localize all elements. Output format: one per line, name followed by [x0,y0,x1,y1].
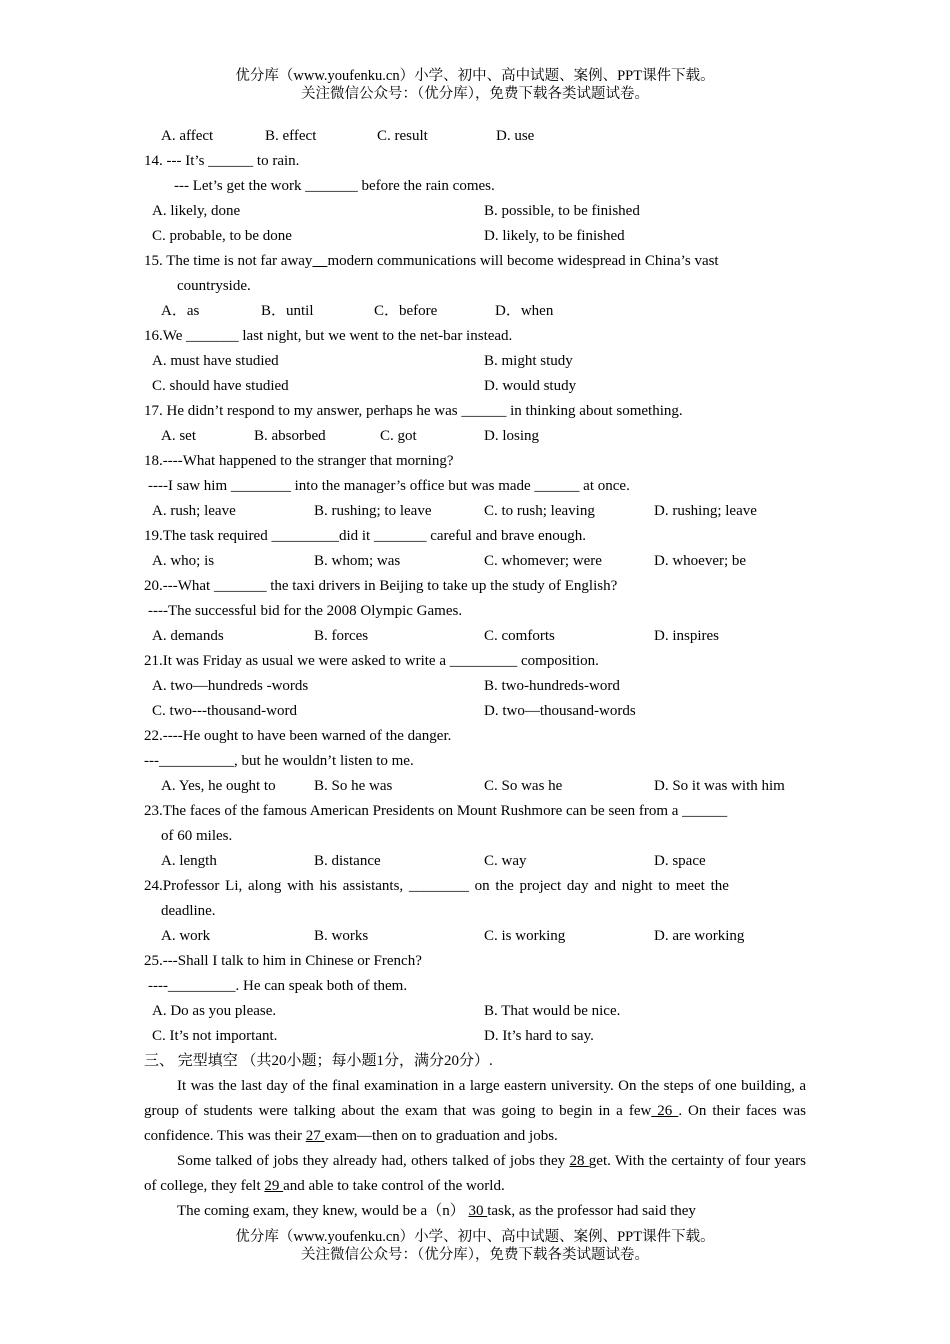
q25-stem: 25.---Shall I talk to him in Chinese or French? [144,953,422,969]
q20-option-c: C. comforts [484,628,555,644]
passage-p1-text-b: . On their faces was confidence. This was their [144,1103,806,1144]
q19-options [144,549,806,574]
q16-stem: 16.We _______ last night, but we went to the net-bar instead. [144,328,513,344]
passage-p2-text-a: Some talked of jobs they already had, others talked of jobs they [177,1153,570,1169]
q18-stem: 18.----What happened to the stranger that morning? [144,453,454,469]
q13-option-c: C. result [377,128,428,144]
blank-26: 26 [651,1103,679,1119]
q14-stem-2: --- Let’s get the work _______ before the rain comes. [174,178,495,194]
q22-option-b: B. So he was [314,778,393,794]
q22-stem: 22.----He ought to have been warned of the danger. [144,728,452,744]
q23-option-a: A. length [161,853,217,869]
q19-option-c: C. whomever; were [484,553,602,569]
q15-option-c: C．before [374,303,438,319]
passage-paragraph-1 [144,1074,806,1149]
q18-options [144,499,806,524]
q25-stem-2: ----_________. He can speak both of them. [148,978,408,994]
q22-options [144,774,806,799]
passage-p2-text-b: get. With the certainty of four years of college, they felt [144,1153,806,1194]
header-line-2: 关注微信公众号：（优分库），免费下载各类试题试卷。 [301,86,649,102]
q24-stem-2: deadline. [161,903,216,919]
q23-option-d: D. space [654,853,706,869]
q15-blank [312,253,327,269]
q15-option-d: D．when [495,303,554,319]
q25-option-a: A. Do as you please. [152,1003,277,1019]
q15-option-a: A．as [161,303,200,319]
q16-options-row2 [144,374,806,399]
section-3-title: 三、 完型填空 （共20小题；每小题1分，满分20分）. [144,1053,493,1069]
q14-option-c: C. probable, to be done [152,228,292,244]
q21-option-a: A. two—hundreds -words [152,678,309,694]
q24-stem: 24.Professor Li, along with his assistants, ________ on the project day and night to meet the [144,878,729,894]
q17-option-a: A. set [161,428,196,444]
q17-stem: 17. He didn’t respond to my answer, perhaps he was ______ in thinking about something. [144,403,683,419]
passage-p3-text-b: task, as the professor had said they [487,1203,696,1219]
passage-p2-text-c: and able to take control of the world. [283,1178,505,1194]
q13-option-b: B. effect [265,128,317,144]
q14-options-row2 [144,224,806,249]
q21-option-b: B. two-hundreds-word [484,678,620,694]
page-footer [0,1228,950,1264]
q18-option-c: C. to rush; leaving [484,503,595,519]
q16-option-b: B. might study [484,353,573,369]
blank-28: 28 [569,1153,589,1169]
q13-options [144,124,806,149]
passage-p3-text-a: The coming exam, they knew, would be a（n） [177,1203,469,1219]
q14-options-row1 [144,199,806,224]
q24-option-d: D. are working [654,928,745,944]
q15-stem-2: countryside. [177,278,251,294]
exam-content [144,124,806,1224]
q19-stem: 19.The task required _________did it _______ careful and brave enough. [144,528,586,544]
q15-stem [144,249,806,274]
blank-27: 27 [305,1128,325,1144]
q14-option-b: B. possible, to be finished [484,203,640,219]
q16-options-row1 [144,349,806,374]
page-header [0,67,950,103]
q24-option-b: B. works [314,928,369,944]
q24-option-c: C. is working [484,928,566,944]
q17-option-d: D. losing [484,428,540,444]
header-line-1: 优分库（www.youfenku.cn）小学、初中、高中试题、案例、PPT课件下载。 [235,68,715,84]
q20-stem-2: ----The successful bid for the 2008 Olympic Games. [148,603,463,619]
q22-option-d: D. So it was with him [654,778,785,794]
q23-options [144,849,806,874]
q13-option-d: D. use [496,128,535,144]
footer-line-1: 优分库（www.youfenku.cn）小学、初中、高中试题、案例、PPT课件下载。 [235,1229,715,1245]
q20-stem: 20.---What _______ the taxi drivers in Beijing to take up the study of English? [144,578,618,594]
q14-stem: 14. --- It’s ______ to rain. [144,153,300,169]
q21-option-c: C. two---thousand-word [152,703,297,719]
q15-option-b: B．until [261,303,314,319]
blank-29: 29 [264,1178,284,1194]
blank-30: 30 [468,1203,488,1219]
q18-stem-2: ----I saw him ________ into the manager’s office but was made ______ at once. [148,478,630,494]
q16-option-c: C. should have studied [152,378,289,394]
q22-option-a: A. Yes, he ought to [161,778,276,794]
passage-paragraph-2 [144,1149,806,1199]
q23-stem-2: of 60 miles. [161,828,233,844]
q17-options [144,424,806,449]
q24-option-a: A. work [161,928,211,944]
q21-options-row2 [144,699,806,724]
q25-option-c: C. It’s not important. [152,1028,278,1044]
q21-option-d: D. two—thousand-words [484,703,636,719]
q19-option-d: D. whoever; be [654,553,747,569]
q23-option-b: B. distance [314,853,381,869]
q20-option-d: D. inspires [654,628,719,644]
q14-option-a: A. likely, done [152,203,241,219]
q17-option-c: C. got [380,428,417,444]
q20-option-a: A. demands [152,628,224,644]
q20-options [144,624,806,649]
q23-stem: 23.The faces of the famous American Presidents on Mount Rushmore can be seen from a ______ [144,803,728,819]
passage-p1-text-a: It was the last day of the final examination in a large eastern university. On the steps of one building, a group of students were talking about the exam that was going to begin in a few [144,1078,806,1119]
q19-option-a: A. who; is [152,553,215,569]
q16-option-d: D. would study [484,378,577,394]
q18-option-b: B. rushing; to leave [314,503,432,519]
q22-stem-2: ---__________, but he wouldn’t listen to me. [144,753,414,769]
q18-option-d: D. rushing; leave [654,503,757,519]
q19-option-b: B. whom; was [314,553,401,569]
q21-stem: 21.It was Friday as usual we were asked to write a _________ composition. [144,653,599,669]
footer-line-2: 关注微信公众号：（优分库），免费下载各类试题试卷。 [301,1247,649,1263]
q25-options-row2 [144,1024,806,1049]
q15-stem-post: modern communications will become widespread in China’s vast [327,253,719,269]
q20-option-b: B. forces [314,628,369,644]
q13-option-a: A. affect [161,128,214,144]
q24-options [144,924,806,949]
q15-stem-pre: 15. The time is not far away [144,253,313,269]
q17-option-b: B. absorbed [254,428,326,444]
q22-option-c: C. So was he [484,778,563,794]
passage-p1-text-c: exam—then on to graduation and jobs. [324,1128,558,1144]
q25-option-b: B. That would be nice. [484,1003,621,1019]
passage-paragraph-3 [144,1199,806,1224]
q18-option-a: A. rush; leave [152,503,236,519]
q25-options-row1 [144,999,806,1024]
q23-option-c: C. way [484,853,527,869]
q21-options-row1 [144,674,806,699]
q14-option-d: D. likely, to be finished [484,228,625,244]
q25-option-d: D. It’s hard to say. [484,1028,594,1044]
q15-options [144,299,806,324]
q16-option-a: A. must have studied [152,353,279,369]
